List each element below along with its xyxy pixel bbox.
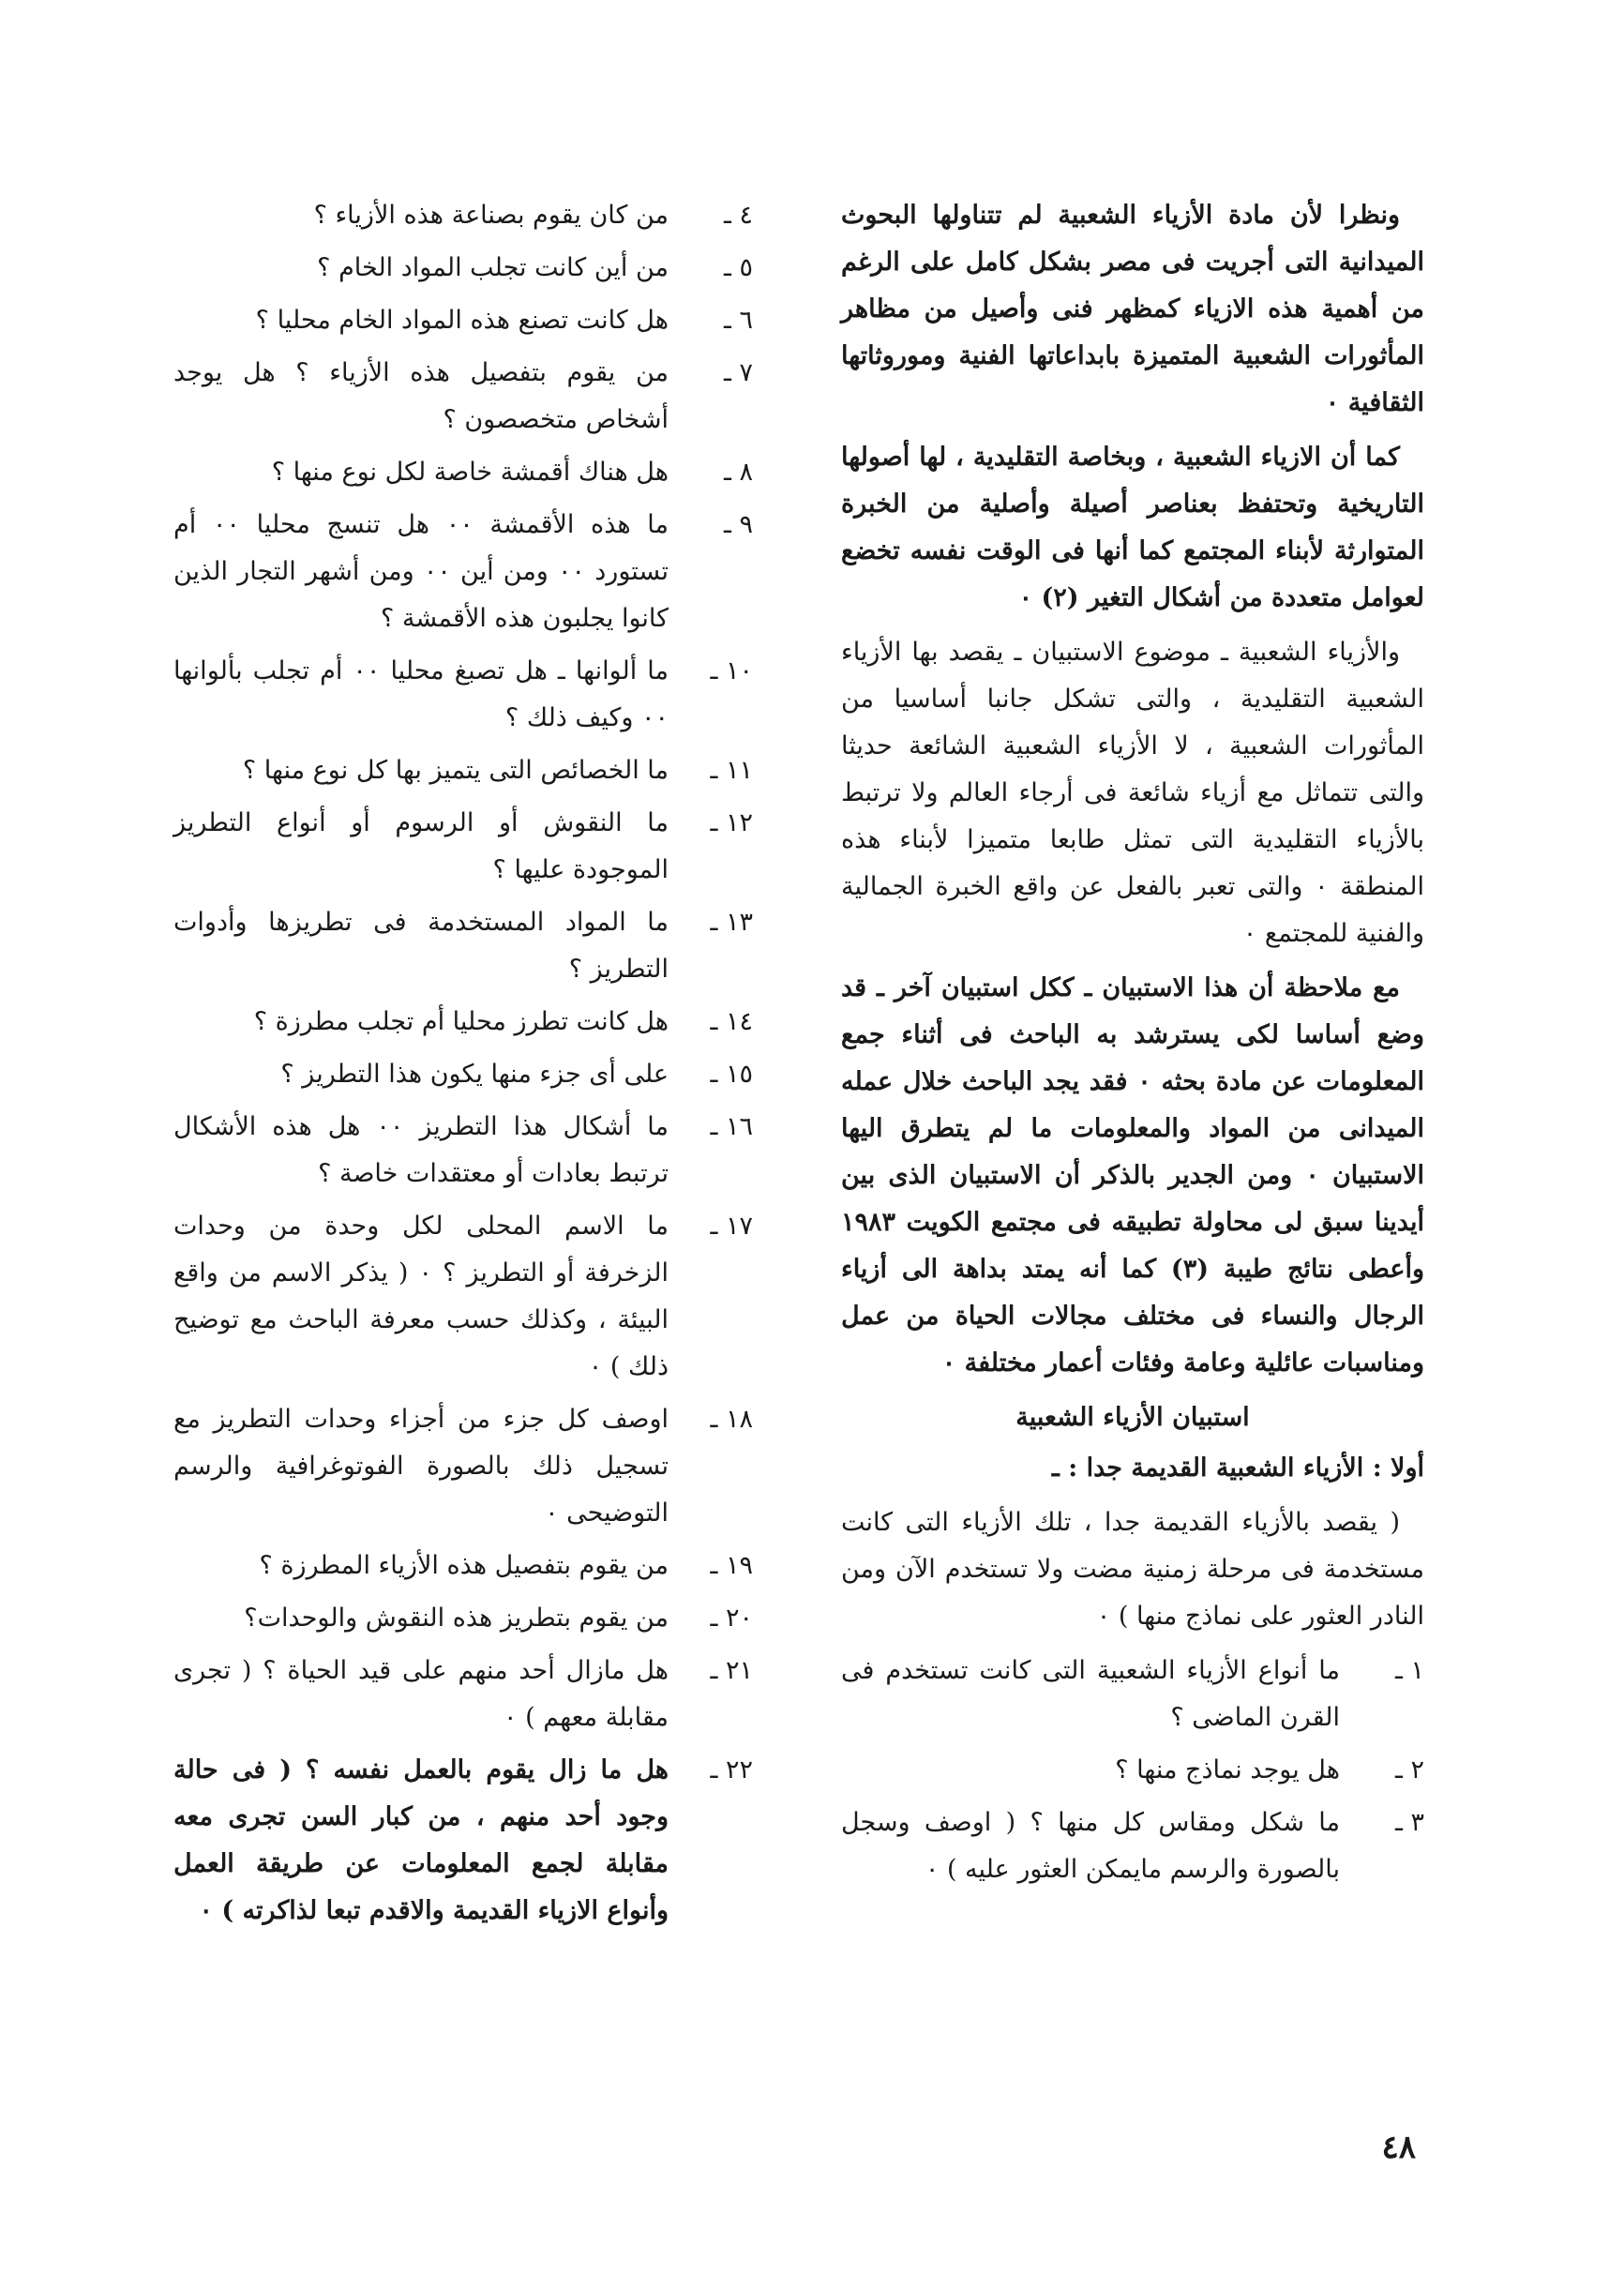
- question-text: هل يوجد نماذج منها ؟: [1115, 1755, 1340, 1785]
- question-text: هل كانت تطرز محليا أم تجلب مطرزة ؟: [253, 1007, 669, 1036]
- question-item: [173, 297, 753, 344]
- question-number: ١٤ ـ: [710, 1007, 753, 1036]
- question-text: على أى جزء منها يكون هذا التطريز ؟: [280, 1060, 669, 1089]
- question-item: [173, 899, 753, 993]
- question-text: من كان يقوم بصناعة هذه الأزياء ؟: [313, 201, 669, 230]
- questionnaire-topic-paragraph: والأزياء الشعبية ـ موضوع الاستبيان ـ يقصد بها الأزياء الشعبية التقليدية ، والتى تشكل جانبا أساسيا من المأثورات الشعبية ، لا الأزياء الشعبية الشائعة حديثا والتى تتماثل مع أزياء شائعة فى أرجاء العالم ولا ترتبط بالأزياء التقليدية التى تمثل طابعا متميزا لأبناء هذه المنطقة ٠ والتى تعبر بالفعل عن واقع الخبرة الجمالية والفنية للمجتمع ٠: [841, 638, 1424, 948]
- question-number: ٦ ـ: [723, 306, 753, 335]
- question-number: ٢١ ـ: [710, 1656, 753, 1685]
- question-item: [173, 1051, 753, 1098]
- question-number: ١١ ـ: [710, 756, 753, 785]
- question-number: ٨ ـ: [723, 458, 753, 487]
- question-number: ٤ ـ: [723, 201, 753, 230]
- right-column: [841, 192, 1424, 1899]
- question-number: ٩ ـ: [723, 510, 753, 539]
- question-item: [173, 245, 753, 292]
- question-item: [173, 350, 753, 444]
- question-item: [173, 1203, 753, 1391]
- question-text: ما الخصائص التى يتميز بها كل نوع منها ؟: [242, 756, 669, 785]
- question-text: من يقوم بتطريز هذه النقوش والوحدات؟: [244, 1604, 669, 1633]
- question-text: هل كانت تصنع هذه المواد الخام محليا ؟: [255, 306, 669, 335]
- question-item: [173, 1104, 753, 1197]
- question-text: ما ألوانها ـ هل تصبغ محليا ٠٠ أم تجلب بألوانها ٠٠ وكيف ذلك ؟: [173, 656, 669, 732]
- question-item: [173, 1648, 753, 1741]
- subsection-heading: أولا : الأزياء الشعبية القديمة جدا : ـ: [1051, 1453, 1424, 1483]
- question-text: هل هناك أقمشة خاصة لكل نوع منها ؟: [271, 458, 669, 487]
- question-number: ١٣ ـ: [710, 908, 753, 937]
- question-text: ما هذه الأقمشة ٠٠ هل تنسج محليا ٠٠ أم تستورد ٠٠ ومن أين ٠٠ ومن أشهر التجار الذين كانوا يجلبون هذه الأقمشة ؟: [173, 510, 669, 633]
- question-text: ما شكل ومقاس كل منها ؟ ( اوصف وسجل بالصورة والرسم مايمكن العثور عليه ) ٠: [841, 1808, 1340, 1884]
- intro-paragraph: ونظرا لأن مادة الأزياء الشعبية لم تتناولها البحوث الميدانية التى أجريت فى مصر بشكل كامل على الرغم من أهمية هذه الازياء كمظهر فنى وأصيل من مظاهر المأثورات الشعبية المتميزة بابداعاتها الفنية وموروثاتها الثقافية ٠: [841, 201, 1424, 417]
- question-text: ما المواد المستخدمة فى تطريزها وأدوات التطريز ؟: [173, 908, 669, 984]
- question-text: من يقوم بتفصيل هذه الأزياء المطرزة ؟: [259, 1551, 669, 1580]
- question-text: ما الاسم المحلى لكل وحدة من وحدات الزخرفة أو التطريز ؟ ٠ ( يذكر الاسم من واقع البيئة ، وكذلك حسب معرفة الباحث مع توضيح ذلك ) ٠: [173, 1212, 669, 1381]
- question-number: ١٦ ـ: [710, 1112, 753, 1141]
- question-text: من يقوم بتفصيل هذه الأزياء ؟ هل يوجد أشخاص متخصصون ؟: [173, 358, 669, 434]
- traditional-costumes-paragraph: كما أن الازياء الشعبية ، وبخاصة التقليدية ، لها أصولها التاريخية وتحتفظ بعناصر أصيلة وأصلية من الخبرة المتوارثة لأبناء المجتمع كما أنها فى الوقت نفسه تخضع لعوامل متعددة من أشكال التغير (٢) ٠: [841, 443, 1424, 612]
- question-number: ٢٢ ـ: [710, 1755, 753, 1785]
- question-number: ٣ ـ: [1394, 1808, 1424, 1837]
- question-item: [173, 502, 753, 642]
- question-number: ١٩ ـ: [710, 1551, 753, 1580]
- question-number: ٢٠ ـ: [710, 1604, 753, 1633]
- section-heading: استبيان الأزياء الشعبية: [1015, 1403, 1250, 1432]
- question-text: من أين كانت تجلب المواد الخام ؟: [317, 253, 669, 282]
- question-text: ما أشكال هذا التطريز ٠٠ هل هذه الأشكال ترتبط بعادات أو معتقدات خاصة ؟: [173, 1112, 669, 1188]
- question-text: اوصف كل جزء من أجزاء وحدات التطريز مع تسجيل ذلك بالصورة الفوتوغرافية والرسم التوضيحى ٠: [173, 1405, 669, 1528]
- question-number: ١٢ ـ: [710, 808, 753, 837]
- question-text: ما النقوش أو الرسوم أو أنواع التطريز الموجودة عليها ؟: [173, 808, 669, 884]
- question-item: [173, 999, 753, 1046]
- question-item: [841, 1747, 1424, 1794]
- question-number: ١٠ ـ: [710, 656, 753, 685]
- question-item: [173, 1543, 753, 1589]
- question-item: [173, 747, 753, 794]
- question-item: [173, 1595, 753, 1642]
- question-number: ٢ ـ: [1394, 1755, 1424, 1785]
- question-item: [173, 1747, 753, 1935]
- left-column: [173, 192, 753, 1940]
- question-number: ١٨ ـ: [710, 1405, 753, 1434]
- question-item: [173, 449, 753, 496]
- question-text: هل ما زال يقوم بالعمل نفسه ؟ ( فى حالة وجود أحد منهم ، من كبار السن تجرى معه مقابلة لجمع المعلومات عن طريقة العمل وأنواع الازياء القديمة والاقدم تبعا لذاكرته ) ٠: [173, 1755, 669, 1925]
- question-item: [173, 648, 753, 742]
- question-number: ٧ ـ: [723, 358, 753, 387]
- question-number: ١٥ ـ: [710, 1060, 753, 1089]
- question-item: [173, 1396, 753, 1537]
- question-text: هل مازال أحد منهم على قيد الحياة ؟ ( تجرى مقابلة معهم ) ٠: [173, 1656, 669, 1732]
- definition-paragraph: ( يقصد بالأزياء القديمة جدا ، تلك الأزياء التى كانت مستخدمة فى مرحلة زمنية مضت ولا تستخدم الآن ومن النادر العثور على نماذج منها ) ٠: [841, 1508, 1424, 1631]
- question-item: [841, 1800, 1424, 1893]
- question-number: ١٧ ـ: [710, 1212, 753, 1241]
- question-text: ما أنواع الأزياء الشعبية التى كانت تستخدم فى القرن الماضى ؟: [841, 1656, 1340, 1732]
- question-number: ٥ ـ: [723, 253, 753, 282]
- question-item: [841, 1648, 1424, 1741]
- page-number: ٤٨: [1381, 2129, 1416, 2166]
- question-item: [173, 800, 753, 894]
- question-item: [173, 192, 753, 239]
- question-number: ١ ـ: [1394, 1656, 1424, 1685]
- questionnaire-note-paragraph: مع ملاحظة أن هذا الاستبيان ـ ككل استبيان آخر ـ قد وضع أساسا لكى يسترشد به الباحث فى أثناء جمع المعلومات عن مادة بحثه ٠ فقد يجد الباحث خلال عمله الميدانى من المواد والمعلومات ما لم يتطرق اليها الاستبيان ٠ ومن الجدير بالذكر أن الاستبيان الذى بين أيدينا سبق لى محاولة تطبيقه فى مجتمع الكويت ١٩٨٣ وأعطى نتائج طيبة (٣) كما أنه يمتد بداهة الى أزياء الرجال والنساء فى مختلف مجالات الحياة من عمل ومناسبات عائلية وعامة وفئات أعمار مختلفة ٠: [841, 973, 1425, 1378]
